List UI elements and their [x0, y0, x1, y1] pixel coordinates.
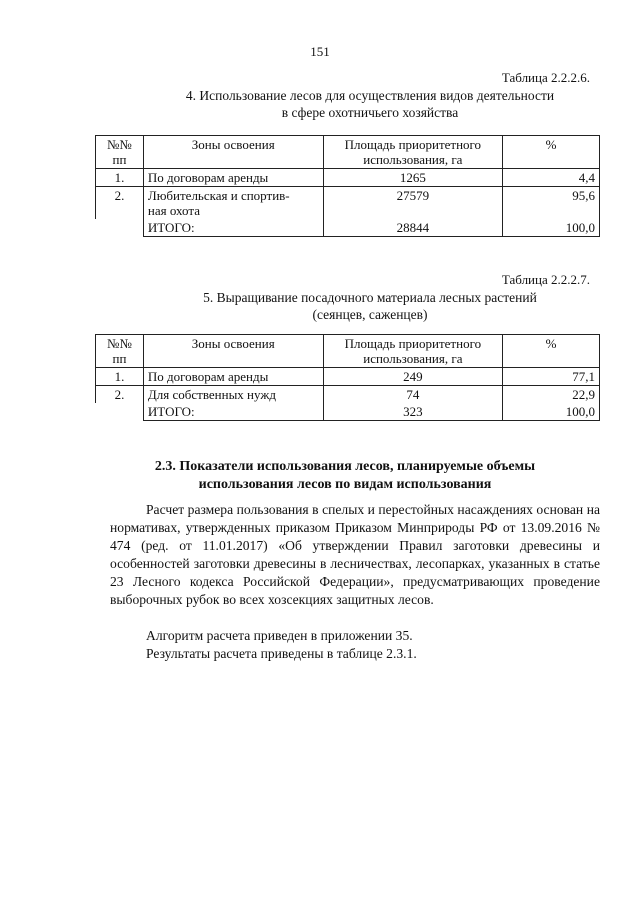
table-label: Таблица 2.2.2.7.: [501, 272, 590, 287]
row-num: 2.: [96, 386, 144, 404]
row-zone: Любительская и спортив- ная охота: [143, 187, 323, 220]
row-zone: Для собственных нужд: [143, 386, 323, 404]
caption-line: (сеянцев, саженцев): [312, 307, 428, 322]
table-caption: [120, 289, 620, 323]
row-area: 74: [323, 386, 503, 404]
heading-line: использования лесов по видам использования: [198, 477, 492, 492]
row-area: 27579: [323, 187, 503, 220]
header-area: Площадь приоритетного использования, га: [323, 335, 503, 368]
total-blank: [96, 219, 144, 237]
header-percent: %: [503, 136, 600, 169]
header-zones: Зоны освоения: [143, 136, 323, 169]
forest-use-hunting-table: [95, 135, 600, 237]
row-num: 1.: [96, 368, 144, 386]
table-label: Таблица 2.2.2.6.: [501, 70, 590, 85]
row-area: 1265: [323, 169, 503, 187]
section-heading: [110, 458, 580, 494]
row-num: 1.: [96, 169, 144, 187]
row-percent: 95,6: [503, 187, 600, 220]
row-zone: По договорам аренды: [143, 368, 323, 386]
table-header-row: [96, 136, 600, 169]
row-zone: По договорам аренды: [143, 169, 323, 187]
total-percent: 100,0: [503, 403, 600, 421]
total-area: 28844: [323, 219, 503, 237]
header-percent: %: [503, 335, 600, 368]
caption-line: 4. Использование лесов для осуществления видов деятельности: [185, 88, 555, 103]
table-header-row: [96, 335, 600, 368]
row-percent: 77,1: [503, 368, 600, 386]
total-label: ИТОГО:: [143, 219, 323, 237]
table-row: [96, 368, 600, 386]
total-blank: [96, 403, 144, 421]
caption-line: 5. Выращивание посадочного материала лесных растений: [203, 290, 537, 305]
table-total-row: [96, 403, 600, 421]
table-row: [96, 169, 600, 187]
caption-line: в сфере охотничьего хозяйства: [281, 105, 459, 120]
paragraph-results: Результаты расчета приведены в таблице 2.3.1.: [146, 646, 417, 661]
header-num: №№ пп: [96, 335, 144, 368]
heading-line: 2.3. Показатели использования лесов, планируемые объемы: [154, 459, 536, 474]
row-num: 2.: [96, 187, 144, 220]
total-label: ИТОГО:: [143, 403, 323, 421]
total-percent: 100,0: [503, 219, 600, 237]
table-total-row: [96, 219, 600, 237]
header-area: Площадь приоритетного использования, га: [323, 136, 503, 169]
header-num: №№ пп: [96, 136, 144, 169]
table-row: [96, 386, 600, 404]
paragraph-calculation-basis: Расчет размера пользования в спелых и перестойных насаждениях основан на нормативах, утвержденных приказом Приказом Минприроды РФ от 13.09.2016 № 474 (ред. от 11.01.2017) «Об утверждении Правил заготовки древесины и особенностей заготовки древесины в лесничествах, лесопарках, указанных в статье 23 Лесного кодекса Российской Федерации», предусматривающих проведение выборочных рубок во всех хозсекциях защитных лесов.: [110, 502, 600, 607]
row-area: 249: [323, 368, 503, 386]
paragraph-algorithm: Алгоритм расчета приведен в приложении 35.: [146, 628, 413, 643]
header-zones: Зоны освоения: [143, 335, 323, 368]
row-percent: 4,4: [503, 169, 600, 187]
seedling-cultivation-table: [95, 334, 600, 421]
total-area: 323: [323, 403, 503, 421]
table-row: [96, 187, 600, 220]
page-number: 151: [310, 44, 330, 59]
row-percent: 22,9: [503, 386, 600, 404]
table-caption: [120, 87, 620, 121]
